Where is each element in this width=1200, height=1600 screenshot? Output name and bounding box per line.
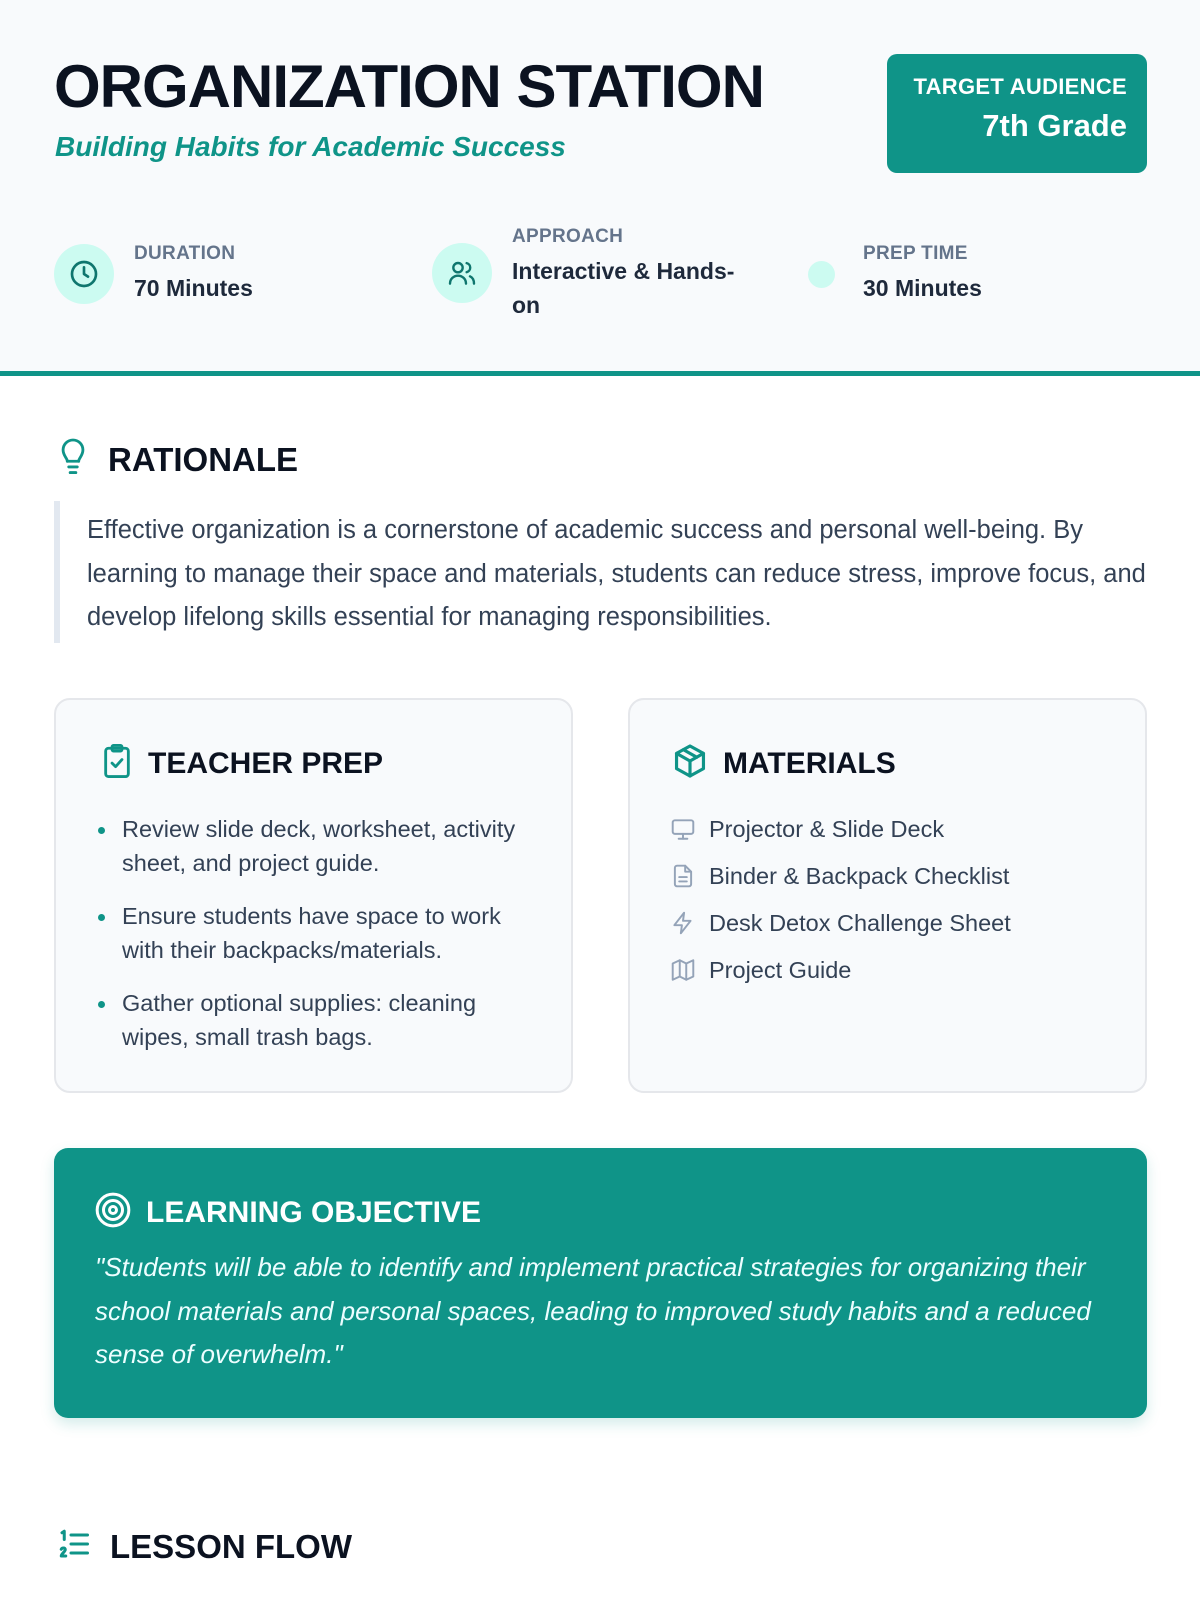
meta-approach-label: APPROACH <box>512 226 624 247</box>
lightbulb-icon <box>56 437 90 482</box>
meta-duration-value: 70 Minutes <box>134 275 253 301</box>
list-item <box>670 953 1011 987</box>
teacher-prep-title: TEACHER PREP <box>148 746 384 780</box>
material-label: Binder & Backpack Checklist <box>709 862 1010 889</box>
materials-list <box>670 812 1011 1000</box>
rationale-text: Effective organization is a cornerstone of academic success and personal well-being. By learning to manage their space and materials, students can reduce stress, improve focus, and develop lifelong skills essential for managing responsibilities. <box>54 501 1154 643</box>
page-subtitle: Building Habits for Academic Success <box>55 131 566 162</box>
list-item <box>670 812 1011 846</box>
rationale-title: RATIONALE <box>108 440 299 478</box>
document-icon <box>670 863 696 889</box>
rationale-heading <box>56 437 298 482</box>
learning-objective-title: LEARNING OBJECTIVE <box>146 1195 482 1229</box>
target-icon <box>94 1191 132 1234</box>
package-icon <box>671 742 709 785</box>
clipboard-check-icon <box>100 742 134 785</box>
teacher-prep-list <box>98 812 538 1073</box>
list-item: Review slide deck, worksheet, activity sheet, and project guide. <box>98 812 538 880</box>
list-item <box>670 906 1011 940</box>
clock-icon <box>54 244 114 304</box>
material-label: Project Guide <box>709 956 852 983</box>
list-item: Gather optional supplies: cleaning wipes, small trash bags. <box>98 986 538 1054</box>
meta-prep-time-label: PREP TIME <box>863 243 968 264</box>
target-audience-label: TARGET AUDIENCE <box>913 74 1127 99</box>
list-item <box>670 859 1011 893</box>
materials-heading <box>671 742 896 785</box>
material-label: Desk Detox Challenge Sheet <box>709 909 1011 936</box>
lesson-flow-heading <box>56 1526 352 1567</box>
lesson-flow-title: LESSON FLOW <box>110 1527 352 1565</box>
teacher-prep-heading <box>100 742 383 785</box>
teacher-prep-card <box>54 698 573 1093</box>
meta-prep-time <box>808 243 982 305</box>
list-item: Ensure students have space to work with their backpacks/materials. <box>98 899 538 967</box>
meta-duration-label: DURATION <box>134 243 236 264</box>
target-audience-value: 7th Grade <box>982 108 1127 143</box>
material-label: Projector & Slide Deck <box>709 815 945 842</box>
learning-objective-panel <box>54 1148 1147 1418</box>
monitor-icon <box>670 816 696 842</box>
meta-approach <box>432 226 752 322</box>
learning-objective-quote: "Students will be able to identify and implement practical strategies for organizing their school materials and personal spaces, leading to improved study habits and a reduced sense of overwhelm." <box>95 1252 1091 1369</box>
materials-title: MATERIALS <box>723 746 896 780</box>
lightning-icon <box>670 910 696 936</box>
users-icon <box>432 243 492 303</box>
learning-objective-heading <box>94 1191 481 1234</box>
meta-approach-value: Interactive & Hands-on <box>512 258 735 318</box>
target-audience-badge <box>887 54 1147 173</box>
map-icon <box>670 957 696 983</box>
dot-icon <box>808 261 835 288</box>
numbered-list-icon <box>56 1526 92 1567</box>
meta-prep-time-value: 30 Minutes <box>863 275 982 301</box>
lesson-header <box>0 0 1200 376</box>
meta-duration <box>54 243 253 305</box>
page-title: ORGANIZATION STATION <box>54 53 764 120</box>
materials-card <box>628 698 1147 1093</box>
